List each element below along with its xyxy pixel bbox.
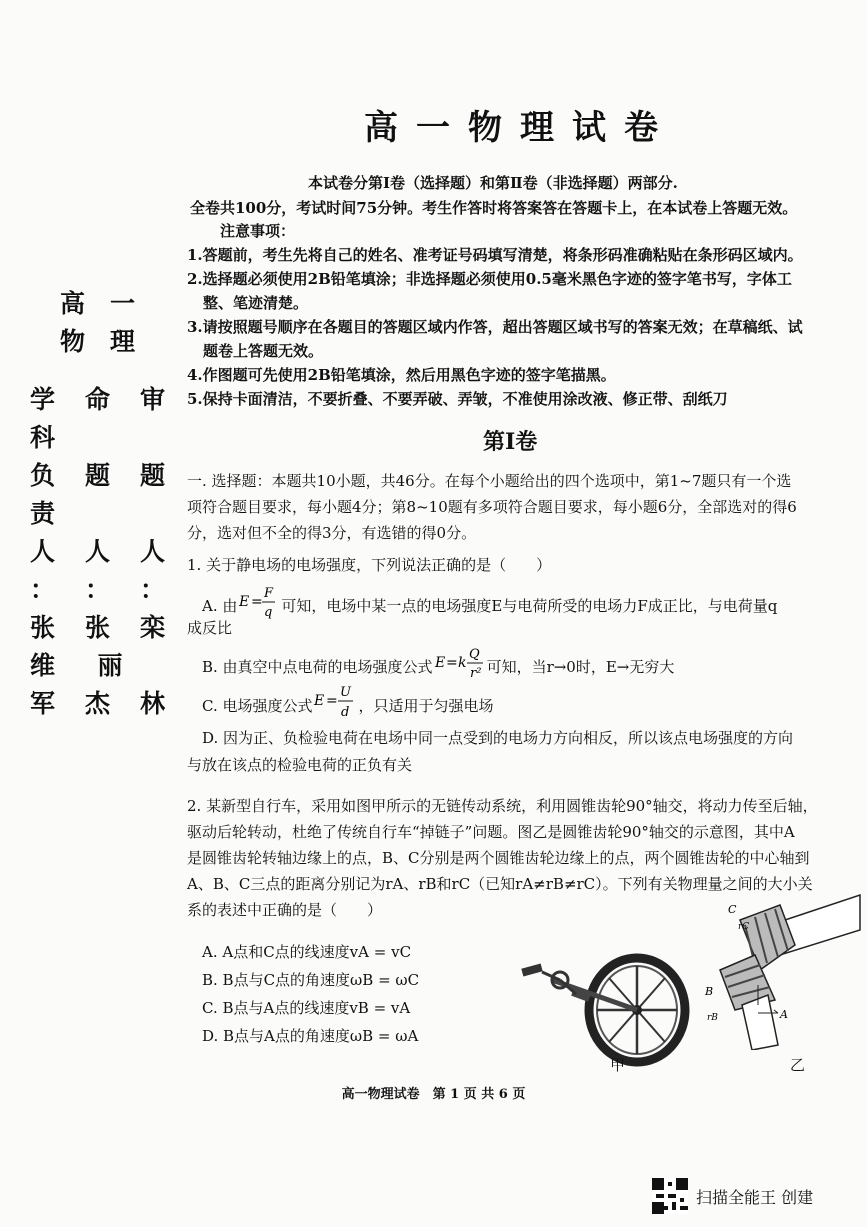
formula-e-u-over-d: [312, 683, 358, 729]
q2-line: 系的表述中正确的是（ ）: [187, 901, 383, 919]
notice-item: 题卷上答题无效。: [203, 342, 324, 360]
sidebar-char: 人: [84, 537, 110, 566]
sidebar-subject: [30, 323, 165, 361]
notice-item: 5.保持卡面清洁，不要折叠、不要弄破、弄皱，不准使用涂改液、修正带、刮纸刀: [187, 390, 728, 408]
svg-text:=: =: [326, 693, 339, 709]
q2-line: 驱动后轮转动，杜绝了传统自行车“掉链子”问题。图乙是圆锥齿轮90°轴交的示意图，其中A: [187, 823, 795, 841]
figure-jia-bicycle: [512, 950, 692, 1074]
q1-option-c: [202, 683, 494, 729]
intro-line-2: 全卷共100分，考试时间75分钟。考生作答时将答案答在答题卡上，在本试卷上答题无效。: [190, 199, 798, 217]
sidebar-char: ：: [30, 575, 56, 604]
sidebar-char: 杰: [84, 689, 110, 718]
svg-text:q: q: [264, 605, 273, 620]
scanner-watermark: [652, 1178, 813, 1214]
sidebar-char: 张: [84, 613, 110, 642]
sidebar-row: [30, 419, 165, 457]
sidebar-char: ：: [139, 575, 165, 604]
sidebar-char: 林: [139, 689, 165, 718]
part1-instructions: [187, 468, 797, 546]
sidebar-char: 责: [30, 499, 56, 528]
svg-text:F: F: [264, 586, 274, 601]
sidebar-char: 命: [84, 385, 110, 414]
section-title: 第Ⅰ卷: [483, 429, 538, 455]
sidebar-header: [30, 381, 165, 419]
label-b: B: [705, 985, 714, 998]
sidebar-row: [30, 571, 165, 609]
sidebar: [30, 285, 165, 723]
figure-jia-label: 甲: [610, 1056, 626, 1074]
instruction-line: 项符合题目要求，每小题4分；第8~10题有多项符合题目要求，每小题6分，全部选对的得6: [187, 498, 797, 516]
label-rb: rB: [707, 1013, 718, 1023]
sidebar-char: 丽: [97, 651, 123, 680]
sidebar-char: 高: [60, 289, 86, 318]
notice-list: [187, 243, 803, 411]
q2-option-a: A. A点和C点的线速度vA = vC: [202, 943, 412, 961]
sidebar-char: 军: [30, 689, 56, 718]
option-text: C. 电场强度公式: [202, 697, 313, 715]
sidebar-row: [30, 685, 165, 723]
sidebar-char: ：: [84, 575, 110, 604]
page-title: 高一物理试卷: [364, 108, 676, 148]
sidebar-char: 人: [139, 537, 165, 566]
sidebar-char: 栾: [139, 613, 165, 642]
label-a: A: [780, 1008, 788, 1021]
label-rc: rC: [738, 922, 750, 932]
q2-line: 是圆锥齿轮转轴边缘上的点，B、C分别是两个圆锥齿轮边缘上的点，两个圆锥齿轮的中心轴到: [187, 849, 810, 867]
sidebar-char: 一: [109, 289, 135, 318]
q2-option-b: B. B点与C点的角速度ωB = ωC: [202, 971, 420, 989]
svg-text:k: k: [457, 655, 467, 671]
q2-line: 2. 某新型自行车，采用如图甲所示的无链传动系统，利用圆锥齿轮90°轴交，将动力传至后轴，: [187, 797, 818, 815]
notice-heading: 注意事项：: [220, 222, 296, 240]
sidebar-row: [30, 647, 165, 685]
q2-option-d: D. B点与A点的角速度ωB = ωA: [202, 1027, 419, 1045]
option-text: A. 由: [202, 597, 238, 615]
label-c: C: [728, 903, 737, 916]
notice-item: 3.请按照题号顺序在各题目的答题区域内作答，超出答题区域书写的答案无效；在草稿纸、试: [187, 318, 803, 336]
sidebar-char: 题: [139, 461, 165, 490]
sidebar-grade: [30, 285, 165, 323]
q1-stem: 1. 关于静电场的电场强度，下列说法正确的是（ ）: [187, 556, 552, 574]
notice-item: 1.答题前，考生先将自己的姓名、准考证号码填写清楚，将条形码准确粘贴在条形码区域内。: [187, 246, 803, 264]
sidebar-row: [30, 533, 165, 571]
watermark-text: 扫描全能王 创建: [696, 1187, 814, 1207]
svg-text:U: U: [340, 685, 352, 700]
sidebar-char: 维: [30, 651, 56, 680]
sidebar-char: 科: [30, 423, 56, 452]
sidebar-char: 题: [84, 461, 110, 490]
notice-item: 4.作图题可先使用2B铅笔填涂，然后用黑色字迹的签字笔描黑。: [187, 366, 616, 384]
option-text: 可知，电场中某一点的电场强度E与电荷所受的电场力F成正比，与电荷量q: [281, 597, 778, 615]
option-text: B. 由真空中点电荷的电场强度公式: [202, 658, 433, 676]
figure-yi-bevel-gears: [700, 885, 865, 1054]
sidebar-char: 负: [30, 461, 56, 490]
sidebar-row: [30, 457, 165, 495]
notice-item: 整、笔迹清楚。: [203, 294, 309, 312]
notice-item: 2.选择题必须使用2B铅笔填涂；非选择题必须使用0.5毫米黑色字迹的签字笔书写，字体工: [187, 270, 792, 288]
svg-text:Q: Q: [468, 647, 480, 662]
q2-options: [202, 938, 419, 1050]
q1-option-a: [202, 584, 777, 628]
intro-line-1: 本试卷分第Ⅰ卷（选择题）和第Ⅱ卷（非选择题）两部分.: [308, 174, 678, 192]
q1-option-d-cont: 与放在该点的检验电荷的正负有关: [187, 756, 413, 774]
svg-text:=: =: [445, 655, 458, 671]
sidebar-char: 审: [139, 385, 165, 414]
svg-text:E: E: [434, 655, 445, 671]
svg-text:d: d: [341, 705, 350, 720]
option-text: ，只适用于匀强电场: [358, 697, 494, 715]
svg-text:r²: r²: [469, 666, 481, 681]
q1-option-d: D. 因为正、负检验电荷在电场中同一点受到的电场力方向相反，所以该点电场强度的方向: [202, 729, 794, 747]
q2-option-c: C. B点与A点的线速度vB = vA: [202, 999, 411, 1017]
instruction-line: 一. 选择题：本题共10小题，共46分。在每个小题给出的四个选项中，第1~7题只有一个选: [187, 472, 792, 490]
option-text: 可知，当r→0时，E→无穷大: [486, 658, 675, 676]
sidebar-char: 张: [30, 613, 56, 642]
figure-yi-label: 乙: [790, 1056, 806, 1074]
svg-text:=: =: [251, 594, 264, 610]
qr-code-icon: [652, 1178, 688, 1214]
sidebar-row: [30, 609, 165, 647]
svg-text:E: E: [239, 594, 250, 610]
sidebar-char: 人: [30, 537, 56, 566]
q2-line: A、B、C三点的距离分别记为rA、rB和rC（已知rA≠rB≠rC）。下列有关物理量之间的大小关: [187, 875, 813, 893]
instruction-line: 分，选对但不全的得3分，有选错的得0分。: [187, 524, 477, 542]
page-footer: 高一物理试卷 第 1 页 共 6 页: [341, 1087, 526, 1102]
sidebar-char: 物: [60, 327, 86, 356]
sidebar-char: 学: [30, 385, 56, 414]
sidebar-row: [30, 495, 165, 533]
formula-e-f-over-q: [237, 584, 281, 628]
q1-option-a-cont: 成反比: [187, 619, 233, 637]
svg-text:E: E: [314, 693, 325, 709]
sidebar-char: 理: [109, 327, 135, 356]
